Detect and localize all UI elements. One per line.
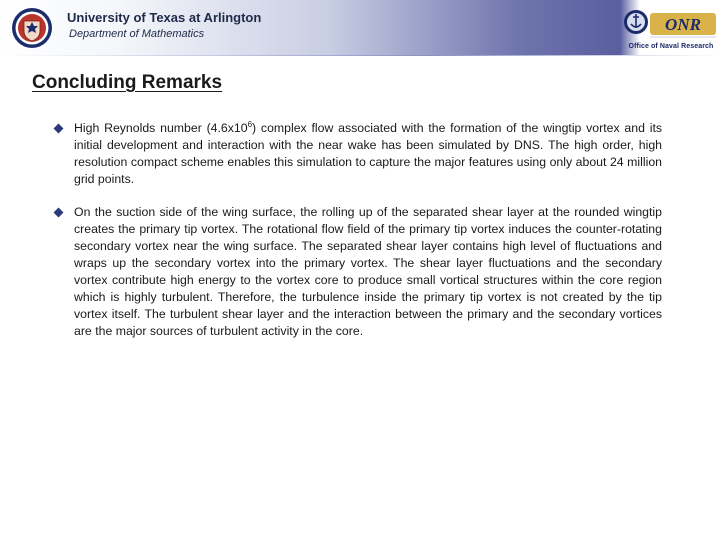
navy-emblem-icon [624,10,648,34]
bullet-text-2: On the suction side of the wing surface, the rolling up of the separated shear layer at the rounded wingtip creates the primary tip vortex. The rotational flow field of the primary tip vortex induces the counter-rotating secondary vortex near the wing surface. The separated shear layer contains high level of fluctuations and wraps up the secondary vortex into the primary vortex. The shear layer fluctuations and the secondary vortex contribute high energy to the vortex core to produce small vortical structures within the core region which is highly turbulent. Therefore, the turbulence inside the primary tip vortex is not created by the tip vortex itself. The turbulent shear layer and the interaction between the primary and the secondary vortices are the major sources of turbulent activity in the core. [74,205,662,338]
slide-title: Concluding Remarks [32,72,223,93]
onr-caption: Office of Naval Research [628,43,714,50]
university-name: University of Texas at Arlington [67,10,262,25]
bullet-item-2 [52,204,662,340]
bullet-1-text-start: High Reynolds number (4.6x10 [74,121,248,135]
bullet-1-text-end: ) complex flow associated with the formation of the wingtip vortex and its initial development and interaction with the near wake has been simulated by DNS. The high order, high resolution compact scheme enables this simulation to capture the major features using only about 24 million grid points. [74,121,663,186]
diamond-bullet-icon [54,208,64,218]
diamond-bullet-icon [54,124,64,134]
uta-seal-icon [11,7,53,49]
exponent: 6 [247,119,253,129]
bullet-list [52,120,662,356]
bullet-item-1 [52,120,662,188]
header-banner [0,0,720,56]
svg-text:ONR: ONR [665,15,701,34]
bullet-text-1 [74,120,662,188]
header-divider [0,55,720,56]
department-name: Department of Mathematics [69,28,205,40]
